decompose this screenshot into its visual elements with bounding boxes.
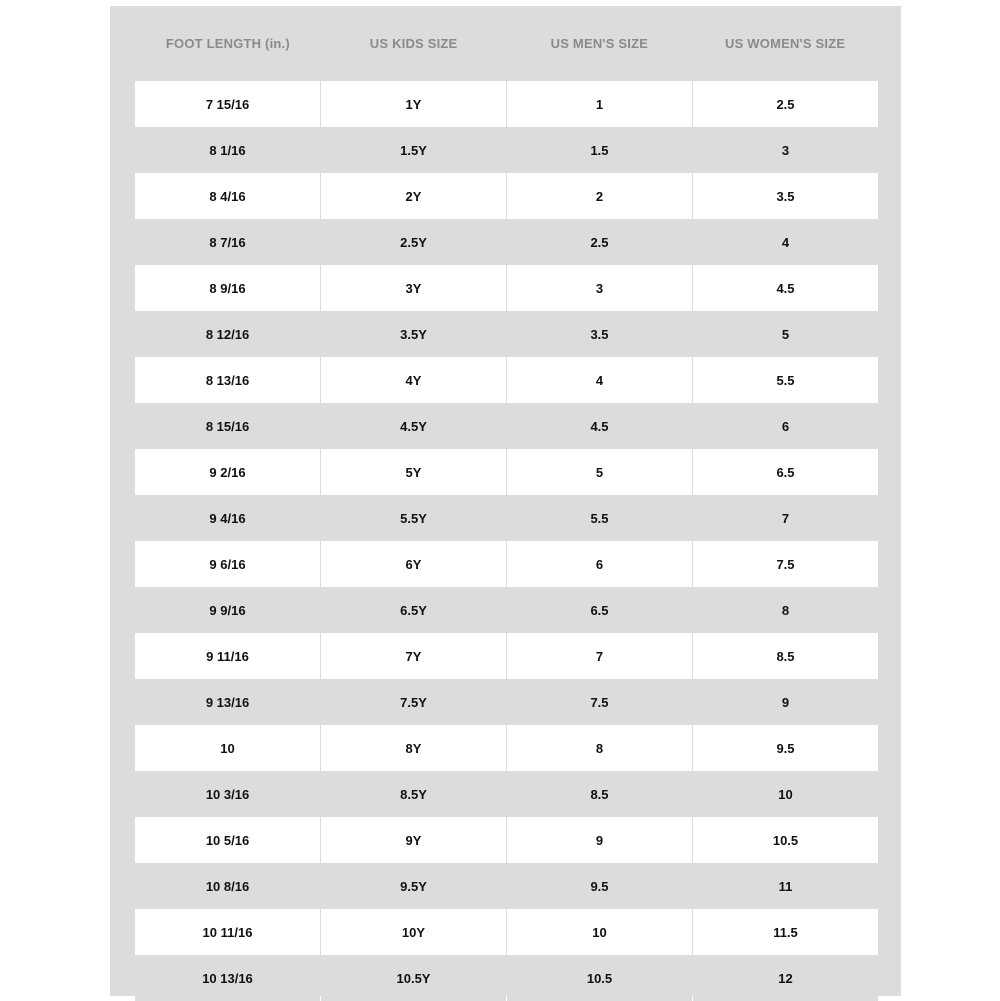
table-row (135, 311, 878, 357)
us-womens-size-cell: 12 (693, 955, 878, 1001)
table-row (135, 955, 878, 1001)
us-womens-size-cell: 10 (693, 771, 878, 817)
us-kids-size-cell: 3Y (321, 265, 506, 311)
us-mens-size-cell: 5.5 (507, 495, 692, 541)
us-mens-size-cell: 2.5 (507, 219, 692, 265)
foot-length-cell: 10 8/16 (135, 863, 320, 909)
foot-length-cell: 9 11/16 (135, 633, 320, 679)
table-row (135, 219, 878, 265)
table-row (135, 863, 878, 909)
foot-length-cell: 10 5/16 (135, 817, 320, 863)
size-chart-table-body (135, 81, 878, 1001)
us-kids-size-cell: 6.5Y (321, 587, 506, 633)
us-mens-size-cell: 1 (507, 81, 692, 127)
foot-length-cell: 9 2/16 (135, 449, 320, 495)
us-mens-size-cell: 2 (507, 173, 692, 219)
us-mens-size-cell: 7 (507, 633, 692, 679)
us-kids-size-cell: 8Y (321, 725, 506, 771)
us-mens-size-cell: 5 (507, 449, 692, 495)
table-row (135, 449, 878, 495)
size-chart-panel (110, 6, 901, 996)
us-kids-size-cell: 6Y (321, 541, 506, 587)
us-kids-size-cell: 4.5Y (321, 403, 506, 449)
table-row (135, 265, 878, 311)
us-kids-size-cell: 1.5Y (321, 127, 506, 173)
us-womens-size-cell: 7.5 (693, 541, 878, 587)
table-row (135, 127, 878, 173)
foot-length-cell: 7 15/16 (135, 81, 320, 127)
us-womens-size-cell: 4.5 (693, 265, 878, 311)
us-mens-size-cell: 10.5 (507, 955, 692, 1001)
foot-length-cell: 8 12/16 (135, 311, 320, 357)
table-row (135, 495, 878, 541)
table-row (135, 403, 878, 449)
us-kids-size-cell: 5Y (321, 449, 506, 495)
us-mens-size-cell: 4 (507, 357, 692, 403)
foot-length-cell: 10 3/16 (135, 771, 320, 817)
us-kids-size-cell: 9Y (321, 817, 506, 863)
us-womens-size-cell: 9.5 (693, 725, 878, 771)
table-row (135, 81, 878, 127)
header-us-mens-size: US MEN'S SIZE (550, 36, 649, 51)
table-row (135, 587, 878, 633)
us-womens-size-cell: 6.5 (693, 449, 878, 495)
table-row (135, 817, 878, 863)
us-mens-size-cell: 9 (507, 817, 692, 863)
us-kids-size-cell: 1Y (321, 81, 506, 127)
us-kids-size-cell: 10Y (321, 909, 506, 955)
us-mens-size-cell: 6.5 (507, 587, 692, 633)
us-womens-size-cell: 6 (693, 403, 878, 449)
table-row (135, 541, 878, 587)
foot-length-cell: 9 9/16 (135, 587, 320, 633)
us-kids-size-cell: 2Y (321, 173, 506, 219)
us-mens-size-cell: 8 (507, 725, 692, 771)
us-womens-size-cell: 11.5 (693, 909, 878, 955)
us-kids-size-cell: 9.5Y (321, 863, 506, 909)
us-womens-size-cell: 8.5 (693, 633, 878, 679)
us-mens-size-cell: 9.5 (507, 863, 692, 909)
foot-length-cell: 10 11/16 (135, 909, 320, 955)
us-mens-size-cell: 6 (507, 541, 692, 587)
us-womens-size-cell: 5.5 (693, 357, 878, 403)
us-womens-size-cell: 11 (693, 863, 878, 909)
foot-length-cell: 8 4/16 (135, 173, 320, 219)
foot-length-cell: 10 (135, 725, 320, 771)
us-kids-size-cell: 7.5Y (321, 679, 506, 725)
us-womens-size-cell: 2.5 (693, 81, 878, 127)
us-mens-size-cell: 3 (507, 265, 692, 311)
table-row (135, 357, 878, 403)
header-foot-length: FOOT LENGTH (in.) (165, 36, 290, 51)
us-kids-size-cell: 3.5Y (321, 311, 506, 357)
us-mens-size-cell: 3.5 (507, 311, 692, 357)
us-mens-size-cell: 4.5 (507, 403, 692, 449)
us-womens-size-cell: 7 (693, 495, 878, 541)
us-mens-size-cell: 1.5 (507, 127, 692, 173)
foot-length-cell: 9 13/16 (135, 679, 320, 725)
us-womens-size-cell: 3.5 (693, 173, 878, 219)
us-kids-size-cell: 5.5Y (321, 495, 506, 541)
header-us-kids-size: US KIDS SIZE (369, 36, 458, 51)
foot-length-cell: 10 13/16 (135, 955, 320, 1001)
us-kids-size-cell: 8.5Y (321, 771, 506, 817)
us-kids-size-cell: 2.5Y (321, 219, 506, 265)
us-womens-size-cell: 9 (693, 679, 878, 725)
us-womens-size-cell: 3 (693, 127, 878, 173)
us-womens-size-cell: 8 (693, 587, 878, 633)
table-row (135, 909, 878, 955)
foot-length-cell: 8 15/16 (135, 403, 320, 449)
us-kids-size-cell: 7Y (321, 633, 506, 679)
us-womens-size-cell: 10.5 (693, 817, 878, 863)
us-mens-size-cell: 8.5 (507, 771, 692, 817)
table-row (135, 771, 878, 817)
table-row (135, 633, 878, 679)
table-header-row (135, 6, 878, 81)
us-womens-size-cell: 4 (693, 219, 878, 265)
foot-length-cell: 9 6/16 (135, 541, 320, 587)
table-row (135, 725, 878, 771)
table-row (135, 173, 878, 219)
table-row (135, 679, 878, 725)
foot-length-cell: 9 4/16 (135, 495, 320, 541)
foot-length-cell: 8 13/16 (135, 357, 320, 403)
us-mens-size-cell: 7.5 (507, 679, 692, 725)
foot-length-cell: 8 7/16 (135, 219, 320, 265)
us-mens-size-cell: 10 (507, 909, 692, 955)
foot-length-cell: 8 9/16 (135, 265, 320, 311)
us-womens-size-cell: 5 (693, 311, 878, 357)
us-kids-size-cell: 4Y (321, 357, 506, 403)
foot-length-cell: 8 1/16 (135, 127, 320, 173)
us-kids-size-cell: 10.5Y (321, 955, 506, 1001)
header-us-womens-size: US WOMEN'S SIZE (725, 36, 846, 51)
